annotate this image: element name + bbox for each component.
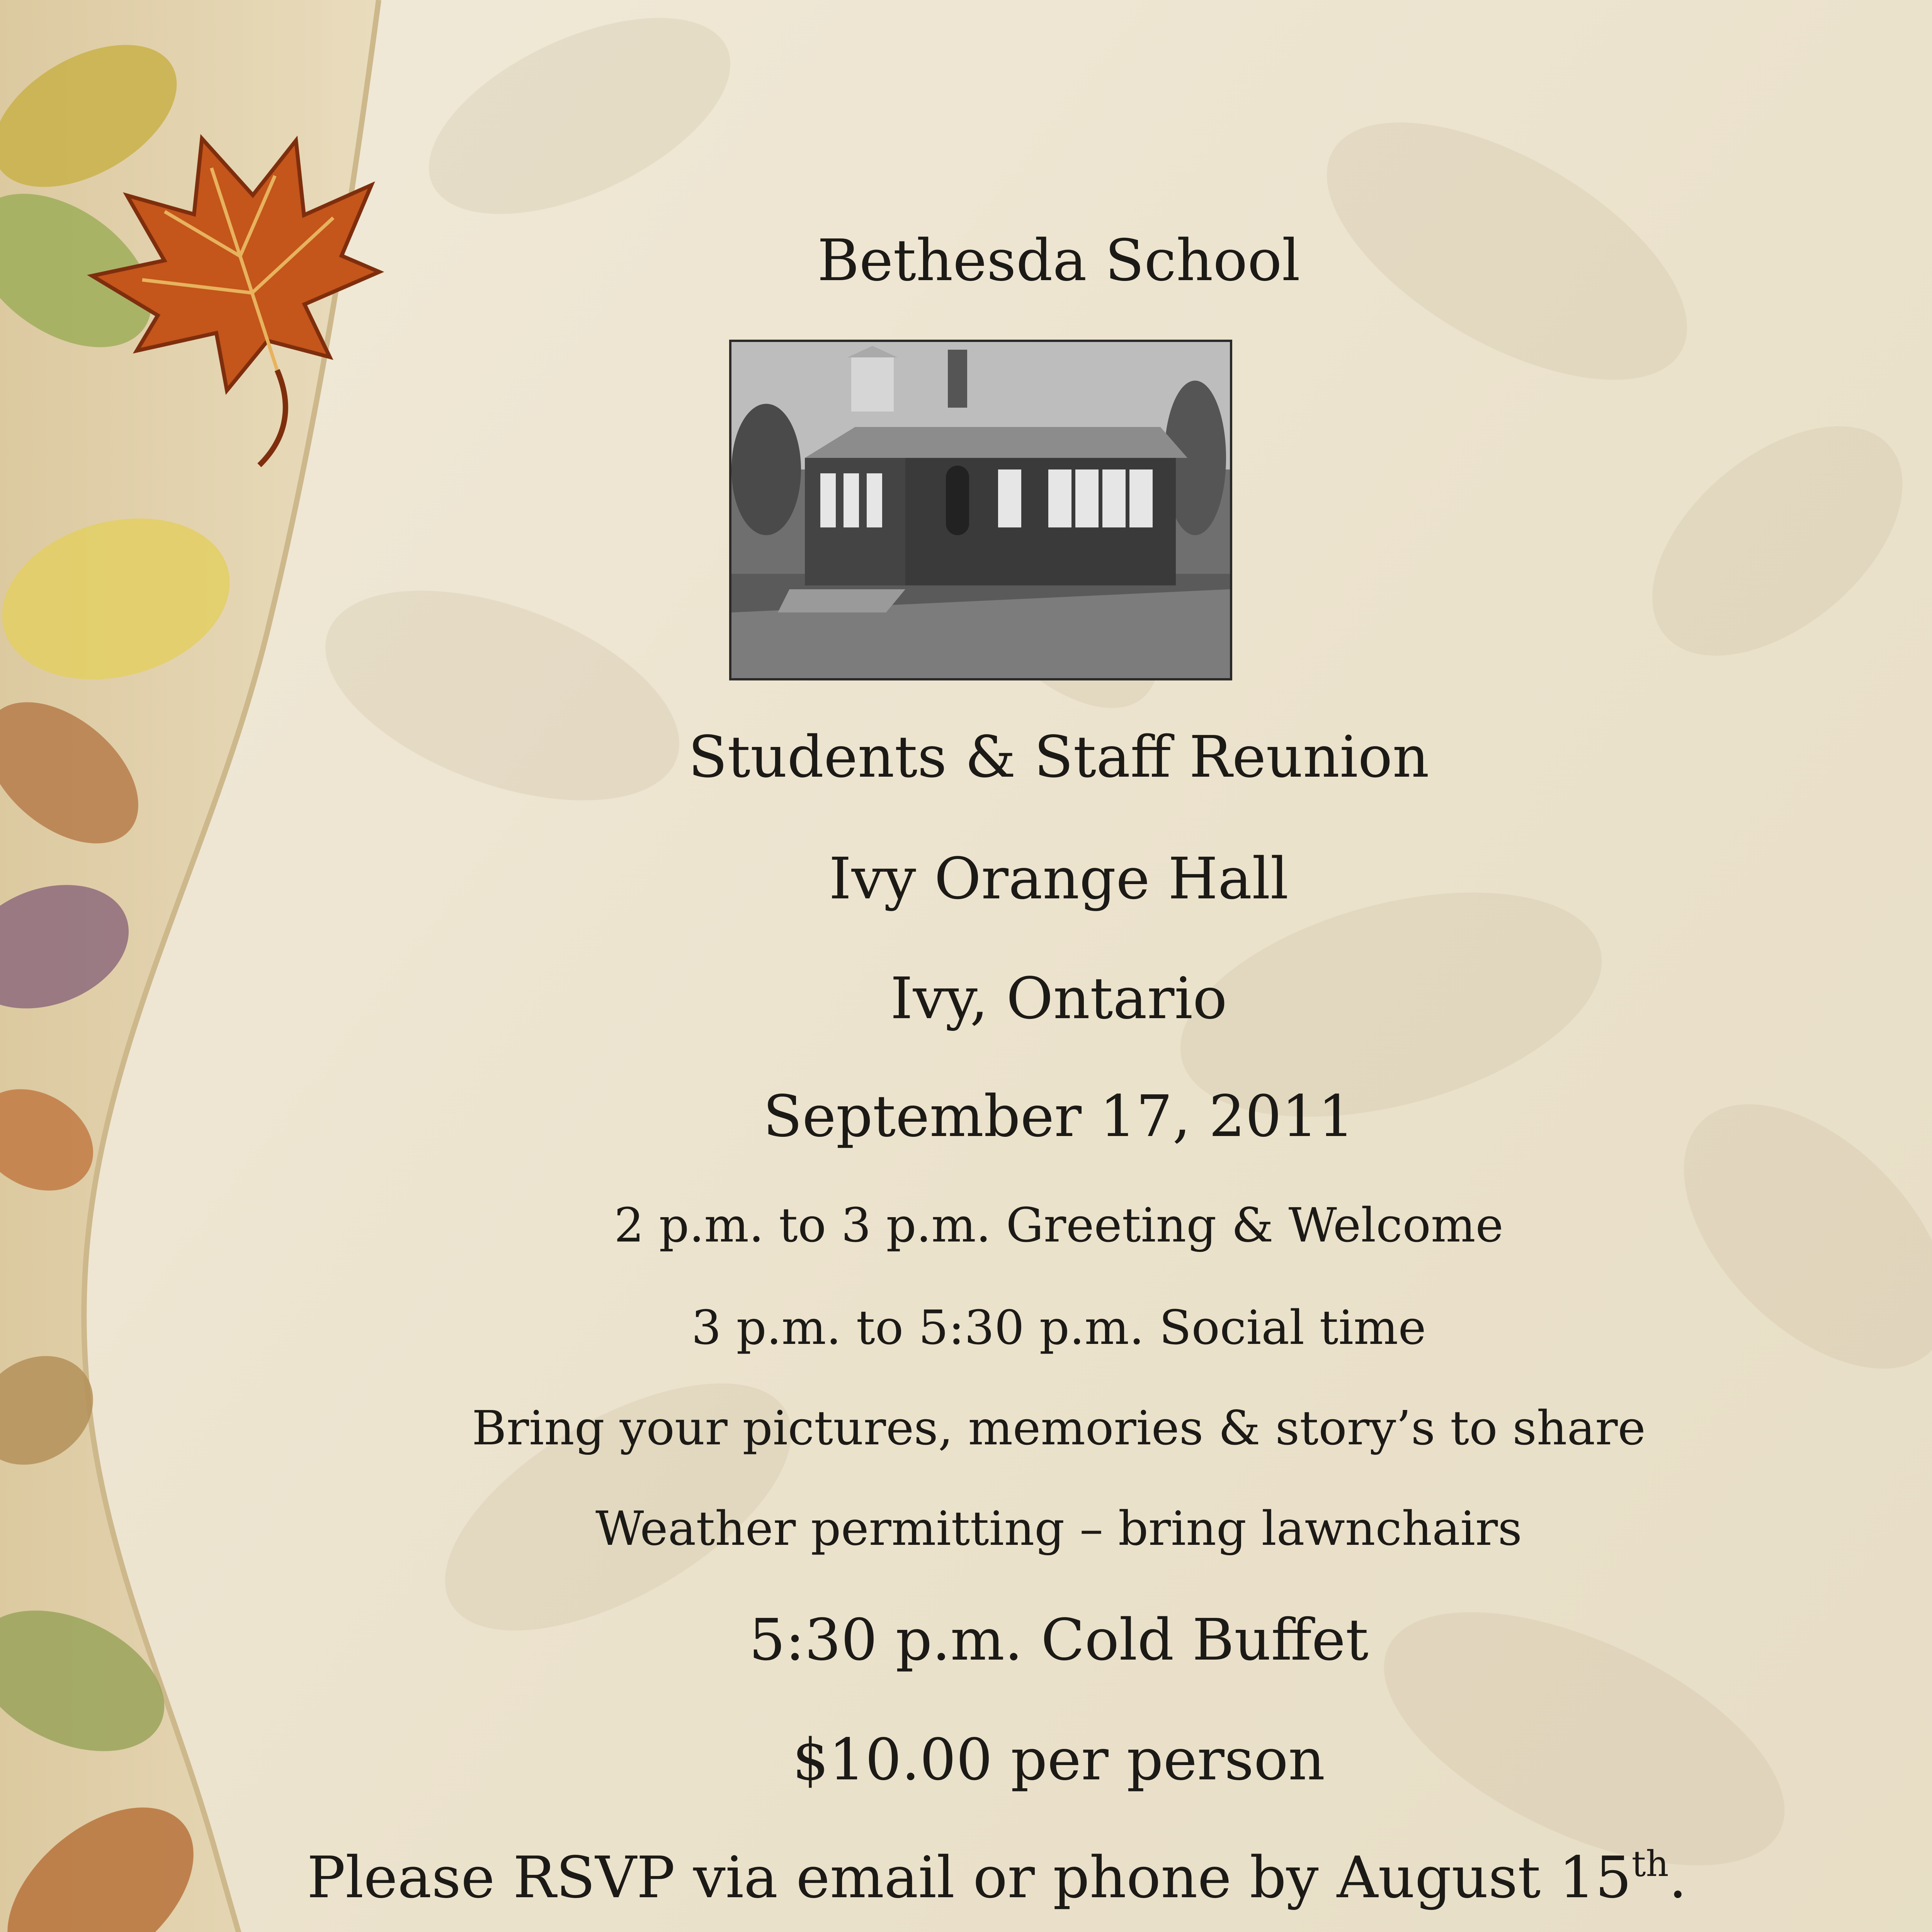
schedule-item: 2 p.m. to 3 p.m. Greeting & Welcome <box>614 1198 1503 1253</box>
event-date: September 17, 2011 <box>763 1083 1355 1150</box>
schedule-item: 3 p.m. to 5:30 p.m. Social time <box>691 1300 1426 1355</box>
rsvp-text: Please RSVP via email or phone by August 15 <box>307 1844 1632 1911</box>
rsvp-line <box>116 1843 1878 1911</box>
note-item: Weather permitting – bring lawnchairs <box>595 1501 1522 1556</box>
note-item: Bring your pictures, memories & story’s to share <box>472 1401 1646 1456</box>
event-title: Students & Staff Reunion <box>688 724 1429 790</box>
rsvp-ordinal-suffix: th <box>1631 1843 1669 1884</box>
rsvp-period: . <box>1668 1844 1687 1911</box>
school-house-photo <box>731 342 1230 678</box>
price: $10.00 per person <box>792 1726 1325 1793</box>
school-name: Bethesda School <box>817 227 1300 294</box>
venue: Ivy Orange Hall <box>829 845 1289 912</box>
meal: 5:30 p.m. Cold Buffet <box>749 1607 1369 1673</box>
location: Ivy, Ontario <box>890 965 1227 1032</box>
